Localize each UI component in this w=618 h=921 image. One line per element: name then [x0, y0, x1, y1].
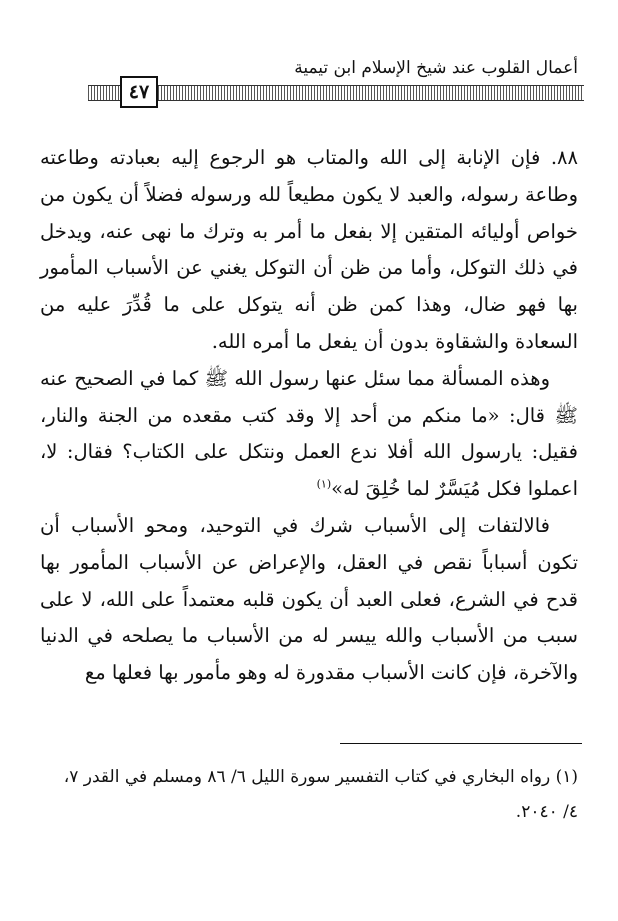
header-rule-left	[88, 85, 120, 101]
paragraph-hadith-text: وهذه المسألة مما سئل عنها رسول الله ﷺ كما في الصحيح عنه ﷺ قال: «ما منكم من أحد إلا وقد كتب مقعده من الجنة والنار، فقيل: يارسول الله أفلا ندع العمل ونتكل على الكتاب؟ فقال: لا، اعملوا فكل مُيَسَّرٌ لما خُلِقَ له»	[40, 366, 578, 501]
page-number: ٤٧	[120, 76, 158, 108]
footnote-separator	[340, 743, 582, 744]
header-rule-right	[158, 85, 584, 101]
body-text	[40, 140, 578, 692]
running-title: أعمال القلوب عند شيخ الإسلام ابن تيمية	[294, 58, 578, 78]
footnote	[40, 760, 578, 830]
footnote-reference: (١)	[316, 477, 332, 491]
paragraph-asbab: فالالتفات إلى الأسباب شرك في التوحيد، ومحو الأسباب أن تكون أسباباً نقص في العقل، والإعراض عن الأسباب المأمور بها قدح في الشرع، فعلى العبد أن يكون قلبه معتمداً على الله، لا على سبب من الأسباب والله ييسر له من الأسباب ما يصلحه في الدنيا والآخرة، فإن كانت الأسباب مقدورة له وهو مأمور بها فعلها مع	[40, 513, 578, 685]
paragraph-88: ٨٨. فإن الإنابة إلى الله والمتاب هو الرجوع إليه بعبادته وطاعته وطاعة رسوله، والعبد لا يكون مطيعاً لله ورسوله فضلاً أن يكون من خواص أوليائه المتقين إلا بفعل ما أمر به وترك ما نهى عنه، ويدخل في ذلك التوكل، وأما من ظن أن التوكل يغني عن الأسباب المأمور بها فهو ضال، وهذا كمن ظن أنه يتوكل على ما قُدِّرَ عليه من السعادة والشقاوة بدون أن يفعل ما أمره الله.	[40, 146, 578, 353]
footnote-line-2: ٤/ ٢٠٤٠.	[515, 802, 578, 822]
paragraph-hadith	[40, 361, 578, 508]
footnote-line-1: (١) رواه البخاري في كتاب التفسير سورة الليل ٦/ ٨٦ ومسلم في القدر ٧،	[63, 767, 578, 787]
